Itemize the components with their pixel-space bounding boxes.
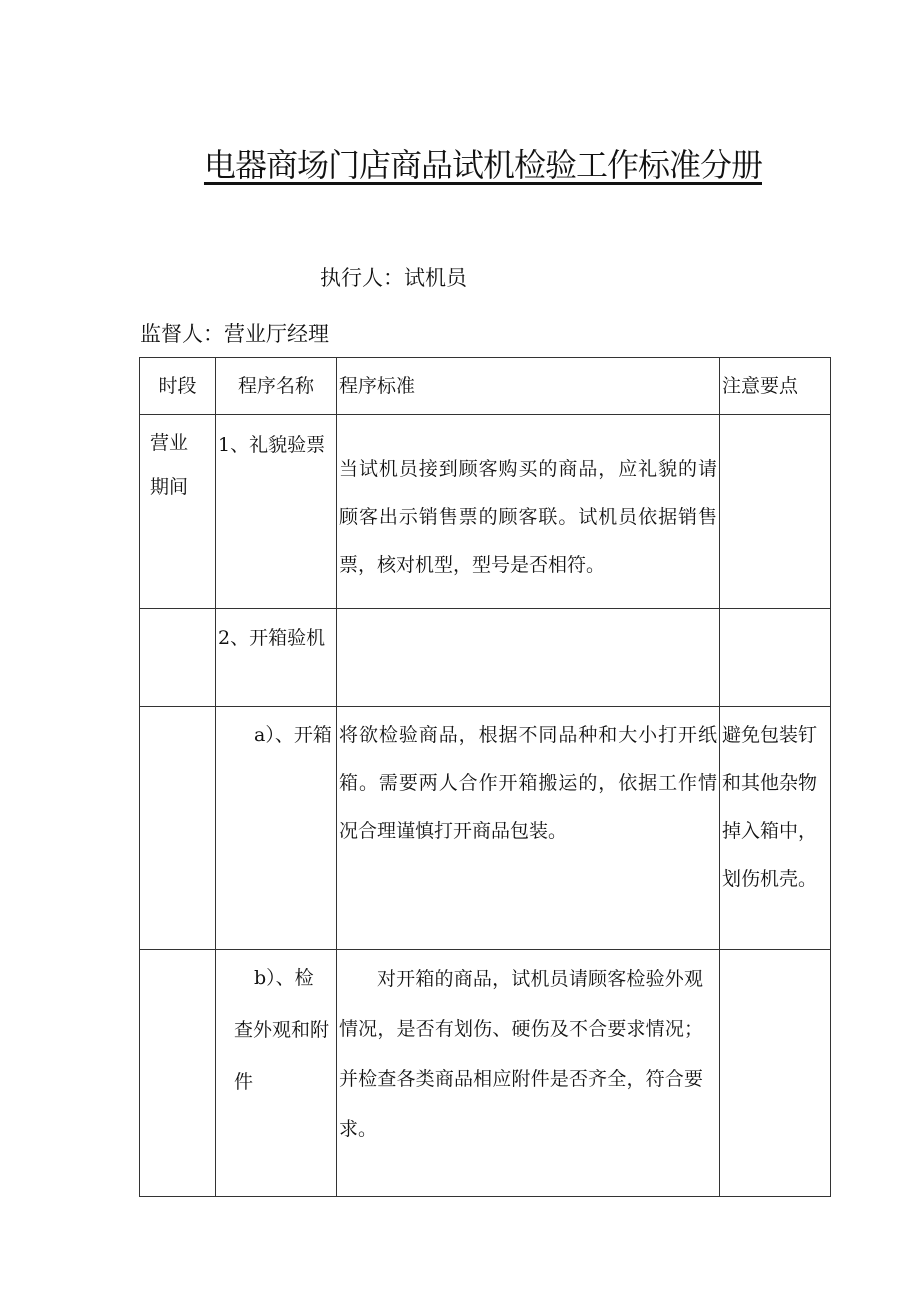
executor-line: 执行人：试机员 [320, 266, 467, 290]
table-header-row [140, 358, 831, 415]
cell-period [140, 950, 216, 1197]
cell-standard: 当试机员接到顾客购买的商品，应礼貌的请顾客出示销售票的顾客联。试机员依据销售票，核对机型，型号是否相符。 [337, 415, 720, 609]
cell-procedure: a）、开箱 [216, 707, 337, 950]
cell-period: 营业期间 [140, 415, 216, 609]
table-row [140, 950, 831, 1197]
supervisor-line: 监督人：营业厅经理 [140, 322, 329, 346]
cell-notes [720, 415, 831, 609]
table-row [140, 707, 831, 950]
table-row [140, 415, 831, 609]
cell-notes: 避免包装钉和其他杂物掉入箱中，划伤机壳。 [720, 707, 831, 950]
document-title: 电器商场门店商品试机检验工作标准分册 [203, 146, 762, 184]
header-procedure: 程序名称 [216, 358, 337, 415]
standards-table [139, 357, 831, 1197]
header-notes: 注意要点 [720, 358, 831, 415]
cell-period [140, 609, 216, 707]
cell-notes [720, 609, 831, 707]
cell-procedure: 1、礼貌验票 [216, 415, 337, 609]
cell-period [140, 707, 216, 950]
cell-standard: 对开箱的商品，试机员请顾客检验外观情况，是否有划伤、硬伤及不合要求情况；并检查各类商品相应附件是否齐全，符合要求。 [337, 950, 720, 1197]
header-standard: 程序标准 [337, 358, 720, 415]
cell-procedure: b）、检查外观和附件 [216, 950, 337, 1197]
table-row [140, 609, 831, 707]
cell-notes [720, 950, 831, 1197]
cell-standard: 将欲检验商品，根据不同品种和大小打开纸箱。需要两人合作开箱搬运的，依据工作情况合理谨慎打开商品包装。 [337, 707, 720, 950]
header-period: 时段 [140, 358, 216, 415]
cell-procedure: 2、开箱验机 [216, 609, 337, 707]
cell-standard [337, 609, 720, 707]
